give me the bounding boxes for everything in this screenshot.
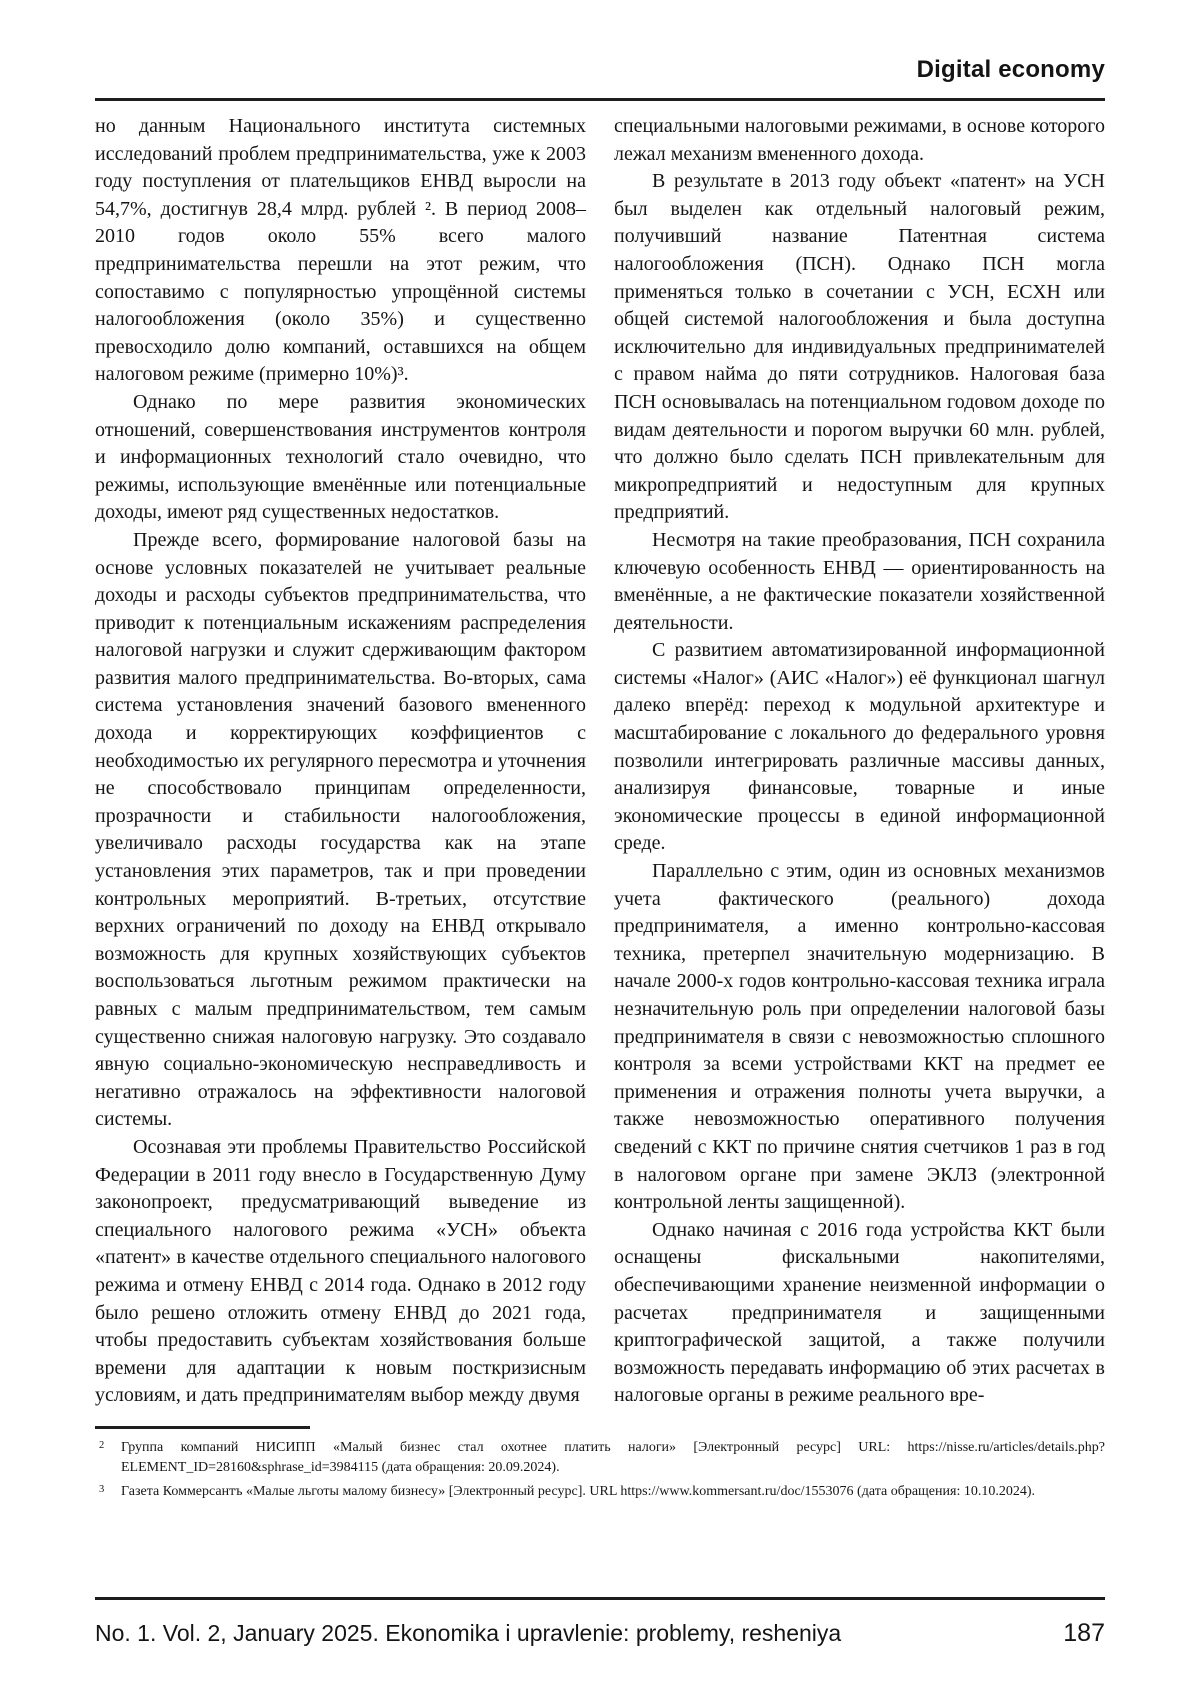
text-column-left: [95, 113, 586, 1410]
footer-row: [95, 1619, 1105, 1648]
footnote-text: Газета Коммерсантъ «Малые льготы малому бизнесу» [Электронный ресурс]. URL https://www.kommersant.ru/doc/1553076 (дата обращения: 10.10.2024).: [121, 1483, 1035, 1499]
paragraph: Прежде всего, формирование налоговой базы на основе условных показателей не учитывает реальные доходы и расходы субъектов предпринимательства, что приводит к потенциальным искажениям распределения налоговой нагрузки и служит сдерживающим фактором развития малого предпринимательства. Во-вторых, сама система установления значений базового вмененного дохода и корректирующих коэффициентов с необходимостью их регулярного пересмотра и уточнения не способствовало принципам определенности, прозрачности и стабильности налогообложения, увеличивало расходы государства как на этапе установления этих параметров, так и при проведении контрольных мероприятий. В-третьих, отсутствие верхних ограничений по доходу на ЕНВД открывало возможность для крупных хозяйствующих субъектов воспользоваться льготным режимом практически на равных с малым предпринимательством, тем самым существенно снижая налоговую нагрузку. Это создавало явную социально-экономическую несправедливость и негативно отражалось на эффективности налоговой системы.: [95, 528, 586, 1131]
footer-rule: [95, 1597, 1105, 1600]
text-column-right: [614, 113, 1105, 1410]
footnote-marker: 3: [99, 1483, 105, 1495]
paragraph: Однако по мере развития экономических отношений, совершенствования инструментов контроля и информационных технологий стало очевидно, что режимы, использующие вменённые или потенциальные доходы, имеют ряд существенных недостатков.: [95, 390, 586, 524]
paragraph: Несмотря на такие преобразования, ПСН сохранила ключевую особенность ЕНВД — ориентированность на вменённые, а не фактические показатели хозяйственной деятельности.: [614, 528, 1105, 634]
footer-journal-title: No. 1. Vol. 2, January 2025. Ekonomika i upravlenie: problemy, resheniya: [95, 1620, 842, 1646]
footnote-text: Группа компаний НИСИПП «Малый бизнес стал охотнее платить налоги» [Электронный ресурс] URL: https://nisse.ru/articles/details.php? ELEMENT_ID=28160&sphrase_id=3984115 (дата обращения: 20.09.2024).: [121, 1439, 1105, 1476]
paragraph: но данным Национального института системных исследований проблем предпринимательства, уже к 2003 году поступления от плательщиков ЕНВД выросли на 54,7%, достигнув 28,4 млрд. рублей ². В период 2008–2010 годов около 55% всего малого предпринимательства перешли на этот режим, что сопоставимо с популярностью упрощённой системы налогообложения (около 35%) и существенно превосходило долю компаний, оставшихся на общем налоговом режиме (примерно 10%)³.: [95, 115, 586, 386]
paragraph: специальными налоговыми режимами, в основе которого лежал механизм вмененного дохода.: [614, 115, 1105, 165]
running-head: [95, 56, 1105, 84]
paragraph: Осознавая эти проблемы Правительство Российской Федерации в 2011 году внесло в Государственную Думу законопроект, предусматривающий выведение из специального налогового режима «УСН» объекта «патент» в качестве отдельного специального налогового режима и отмену ЕНВД с 2014 года. Однако в 2012 году было решено отложить отмену ЕНВД до 2021 года, чтобы предоставить субъектам хозяйствования больше времени для адаптации к новым посткризисным условиям, и дать предпринимателям выбор между двумя: [95, 1135, 586, 1407]
paragraph: Однако начиная с 2016 года устройства ККТ были оснащены фискальными накопителями, обеспечивающими хранение неизменной информации о расчетах предпринимателя и защищенными криптографической защитой, а также получили возможность передавать информацию об этих расчетах в налоговые органы в режиме реального вре-: [614, 1218, 1105, 1407]
footnotes-section: [95, 1426, 1105, 1503]
running-head-title: Digital economy: [916, 56, 1105, 83]
paragraph: С развитием автоматизированной информационной системы «Налог» (АИС «Налог») её функционал шагнул далеко вперёд: переход к модульной архитектуре и масштабирование с локального до федерального уровня позволили интегрировать различные массивы данных, анализируя финансовые, товарные и иные экономические процессы в единой информационной среде.: [614, 639, 1105, 855]
paragraph: Параллельно с этим, один из основных механизмов учета фактического (реального) дохода предпринимателя, а именно контрольно-кассовая техника, претерпел значительную модернизацию. В начале 2000-х годов контрольно-кассовая техника играла незначительную роль при определении налоговой базы предпринимателя в связи с невозможностью сплошного контроля за всеми устройствами ККТ на предмет ее применения и отражения полноты учета выручки, а также невозможностью оперативного получения сведений с ККТ по причине снятия счетчиков 1 раз в год в налоговом органе при замене ЭКЛЗ (электронной контрольной ленты защищенной).: [614, 860, 1105, 1214]
footnote: [95, 1482, 1105, 1503]
footnote-marker: 2: [99, 1439, 105, 1451]
header-rule: [95, 98, 1105, 101]
footnote: [95, 1438, 1105, 1479]
paragraph: В результате в 2013 году объект «патент» на УСН был выделен как отдельный налоговый режим, получивший название Патентная система налогообложения (ПСН). Однако ПСН могла применяться только в сочетании с УСН, ЕСХН или общей системой налогообложения и была доступна исключительно для индивидуальных предпринимателей с правом найма до пяти сотрудников. Налоговая база ПСН основывалась на потенциальном годовом доходе по видам деятельности и порогом выручки 60 млн. рублей, что должно было сделать ПСН привлекательным для микропредприятий и недоступным для крупных предприятий.: [614, 170, 1105, 524]
article-body: [95, 113, 1105, 1410]
footnote-separator-rule: [95, 1426, 310, 1429]
footer-page-number: 187: [1063, 1619, 1105, 1647]
page-footer: [95, 1597, 1105, 1648]
